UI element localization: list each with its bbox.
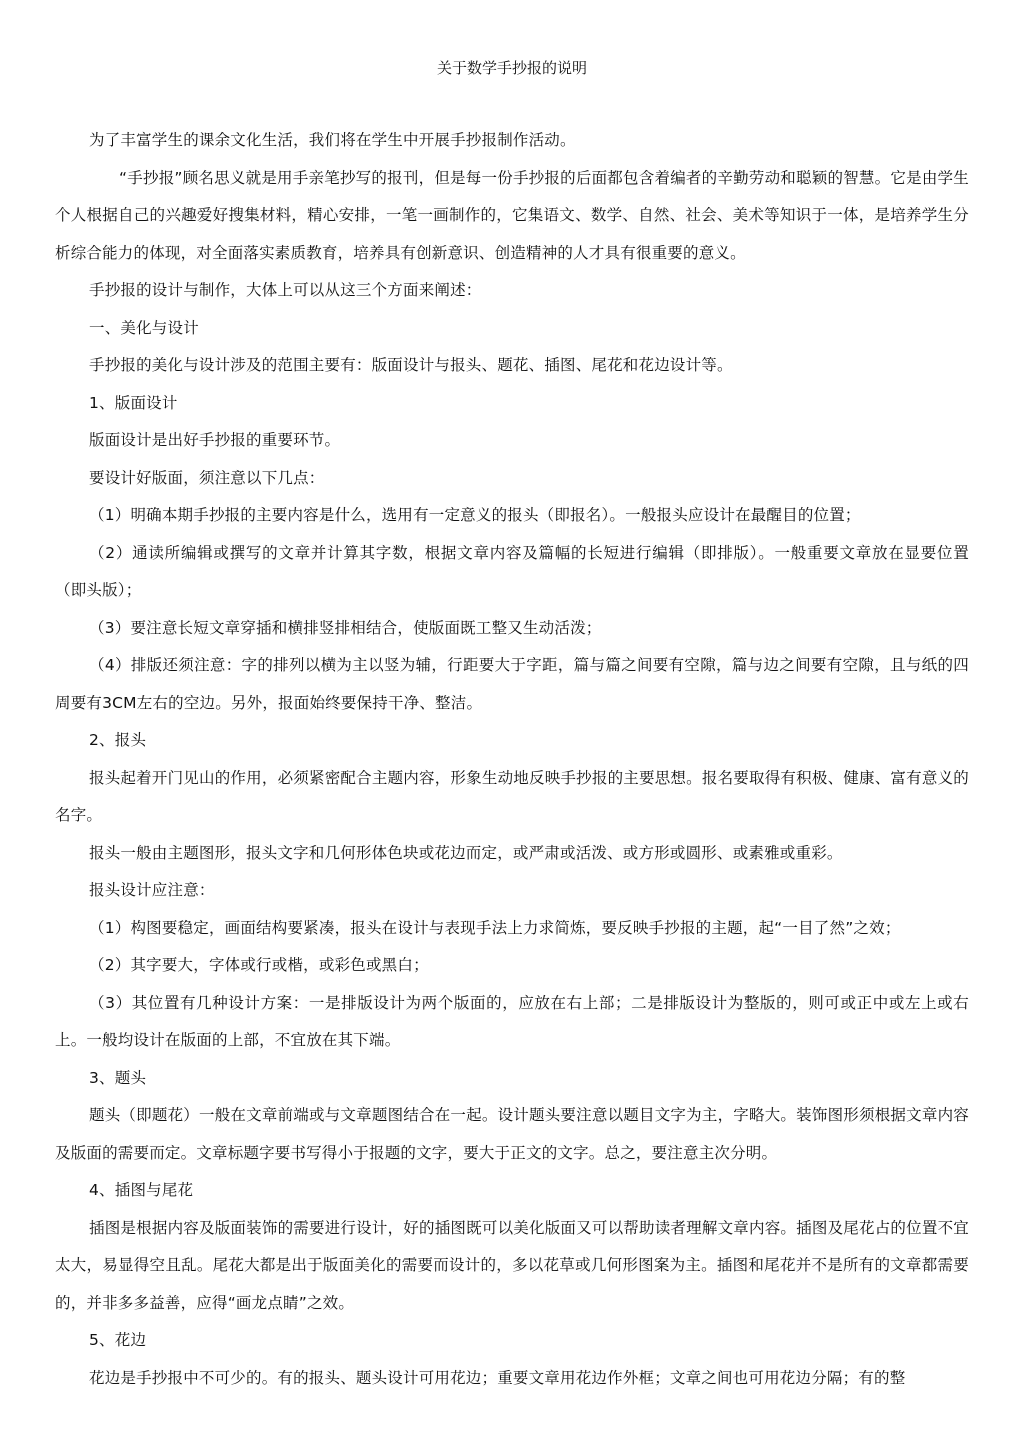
subheading-border: 5、花边 <box>89 1331 147 1349</box>
paragraph-border: 花边是手抄报中不可少的。有的报头、题头设计可用花边；重要文章用花边作外框；文章之间也可用花边分隔；有的整 <box>89 1368 906 1387</box>
list-item-masthead-3: （3）其位置有几种设计方案：一是排版设计为两个版面的，应放在右上部；二是排版设计为整版的，则可或正中或左上或右上。一般均设计在版面的上部，不宜放在其下端。 <box>55 993 969 1049</box>
list-item-masthead-2: （2）其字要大，字体或行或楷，或彩色或黑白； <box>89 956 429 974</box>
paragraph-definition: “手抄报”顾名思义就是用手亲笔抄写的报刊，但是每一份手抄报的后面都包含着编者的辛勤劳动和聪颖的智慧。它是由学生个人根据自己的兴趣爱好搜集材料，精心安排，一笔一画制作的，它集语文、数学、自然、社会、美术等知识于一体，是培养学生分析综合能力的体现，对全面落实素质教育，培养具有创新意识、创造精神的人才具有很重要的意义。 <box>55 168 969 262</box>
subheading-masthead: 2、报头 <box>89 731 147 749</box>
paragraph-layout-importance: 版面设计是出好手抄报的重要环节。 <box>89 431 341 449</box>
subheading-title-header: 3、题头 <box>89 1068 147 1087</box>
list-item-masthead-1: （1）构图要稳定，画面结构要紧凑，报头在设计与表现手法上力求简炼，要反映手抄报的主题，起“一目了然”之效； <box>89 918 901 937</box>
paragraph-masthead-role: 报头起着开门见山的作用，必须紧密配合主题内容，形象生动地反映手抄报的主要思想。报名要取得有积极、健康、富有意义的名字。 <box>55 768 969 824</box>
paragraph-design-scope: 手抄报的美化与设计涉及的范围主要有：版面设计与报头、题花、插图、尾花和花边设计等。 <box>89 356 733 374</box>
section-heading-beautify-design: 一、美化与设计 <box>89 318 199 337</box>
paragraph-masthead-notes: 报头设计应注意： <box>89 881 215 899</box>
list-item-layout-4: （4）排版还须注意：字的排列以横为主以竖为辅，行距要大于字距，篇与篇之间要有空隙，篇与边之间要有空隙，且与纸的四周要有3CM左右的空边。另外，报面始终要保持干净、整洁。 <box>55 656 969 712</box>
paragraph-overview: 手抄报的设计与制作，大体上可以从这三个方面来阐述： <box>89 281 482 299</box>
paragraph-masthead-composition: 报头一般由主题图形，报头文字和几何形体色块或花边而定，或严肃或活泼、或方形或圆形、或素雅或重彩。 <box>89 843 843 862</box>
list-item-layout-1: （1）明确本期手抄报的主要内容是什么，选用有一定意义的报头（即报名）。一般报头应设计在最醒目的位置； <box>89 506 861 524</box>
list-item-layout-3: （3）要注意长短文章穿插和横排竖排相结合，使版面既工整又生动活泼； <box>89 618 602 637</box>
paragraph-title-header: 题头（即题花）一般在文章前端或与文章题图结合在一起。设计题头要注意以题目文字为主，字略大。装饰图形须根据文章内容及版面的需要而定。文章标题字要书写得小于报题的文字，要大于正文的文字。总之，要注意主次分明。 <box>55 1106 969 1162</box>
document-title: 关于数学手抄报的说明 <box>436 59 587 77</box>
subheading-illustration-tailpiece: 4、插图与尾花 <box>89 1181 194 1199</box>
list-item-layout-2: （2）通读所编辑或撰写的文章并计算其字数，根据文章内容及篇幅的长短进行编辑（即排版）。一般重要文章放在显要位置（即头版）； <box>55 543 969 599</box>
paragraph-layout-points: 要设计好版面，须注意以下几点： <box>89 468 325 487</box>
document-body <box>55 122 969 1397</box>
subheading-layout-design: 1、版面设计 <box>89 393 178 412</box>
paragraph-intro: 为了丰富学生的课余文化生活，我们将在学生中开展手抄报制作活动。 <box>89 131 576 149</box>
paragraph-illustration-tailpiece: 插图是根据内容及版面装饰的需要进行设计，好的插图既可以美化版面又可以帮助读者理解文章内容。插图及尾花占的位置不宜太大，易显得空且乱。尾花大都是出于版面美化的需要而设计的，多以花草或几何形图案为主。插图和尾花并不是所有的文章都需要的，并非多多益善，应得“画龙点睛”之效。 <box>55 1218 969 1312</box>
